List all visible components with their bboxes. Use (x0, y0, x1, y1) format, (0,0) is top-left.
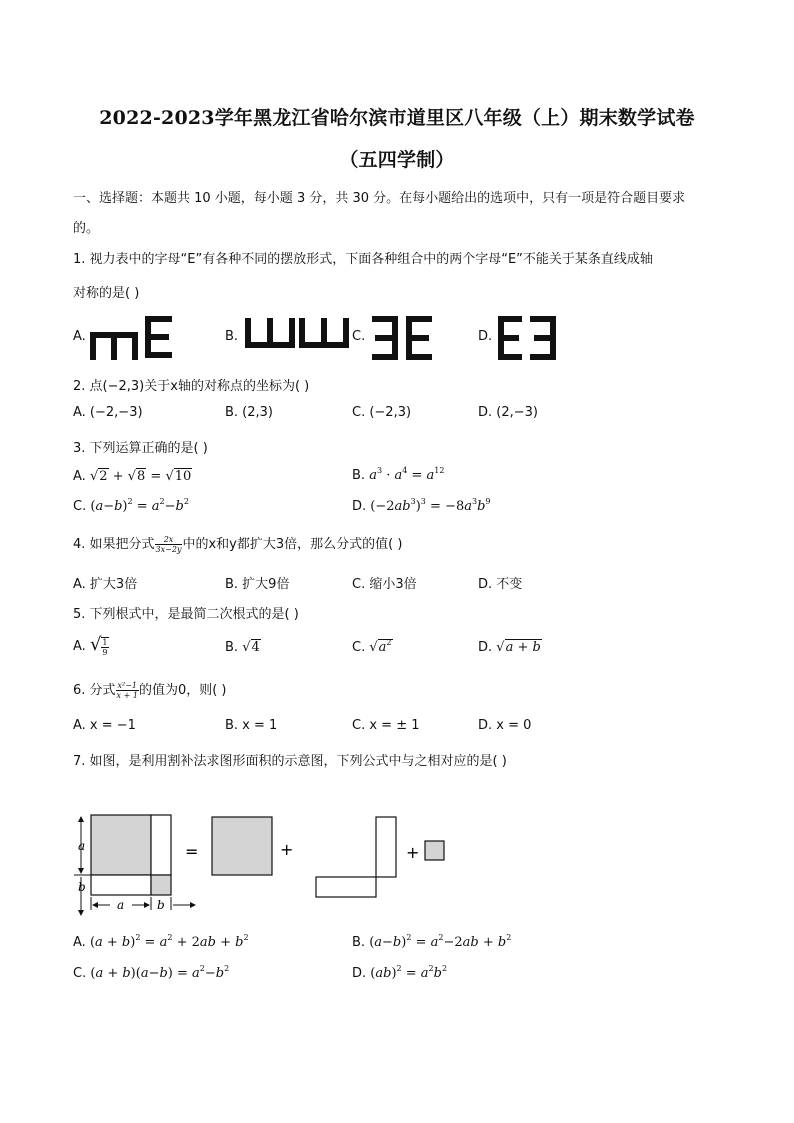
q1-option-d-label: D. (478, 329, 493, 344)
q4-stem-prefix: 4. 如果把分式 (73, 537, 155, 552)
q6-option-d: D. x = 0 (478, 718, 532, 733)
q5-option-b-label: B. (225, 640, 239, 655)
q7-label-a-vertical: a (78, 839, 86, 853)
q7-term-a-squared (212, 817, 272, 875)
q6-option-a: A. x = −1 (73, 718, 136, 733)
q4-stem (73, 533, 402, 554)
q4-option-c: C. 缩小3倍 (352, 577, 417, 592)
q6-stem-prefix: 6. 分式 (73, 683, 116, 698)
q6-option-c: C. x = ± 1 (352, 718, 420, 733)
q7-option-c-label: C. (73, 966, 87, 981)
section-instructions-line1: 一、选择题：本题共 10 小题，每小题 3 分，共 30 分。在每小题给出的选项中，只有一项是符合题目要求 (73, 191, 686, 206)
q5-option-a: A. √ $\frac{1}{9}$ (73, 634, 108, 657)
q4-option-a: A. 扩大3倍 (73, 577, 138, 592)
q3-option-b-label: B. (352, 468, 366, 483)
q2-stem: 2. 点(−2,3)关于x轴的对称点的坐标为( ) (73, 379, 310, 394)
q7-term-b-squared (425, 841, 444, 860)
q7-plus-sign-1: + (280, 840, 294, 859)
q7-option-d-label: D. (352, 966, 367, 981)
q7-figure (70, 805, 460, 920)
q7-stem: 7. 如图，是利用割补法求图形面积的示意图，下列公式中与之相对应的是( ) (73, 754, 507, 769)
q7-rect-right (151, 815, 171, 875)
q1-option-a-label: A. (73, 329, 86, 344)
q1-option-c-figure (370, 312, 436, 362)
q3-option-d-label: D. (352, 499, 367, 514)
section-instructions-line2: 的。 (73, 221, 100, 236)
q6-fraction: $\frac{\text{x²−1}}{x + 1}$ (116, 681, 138, 700)
q7-option-b: B. $(a-b)^2 = a^2-2ab + b^2$ (352, 933, 512, 950)
q7-option-b-label: B. (352, 935, 366, 950)
q6-option-b: B. x = 1 (225, 718, 278, 733)
q7-option-a: A. $(a + b)^2 = a^2 + 2ab + b^2$ (73, 933, 249, 950)
q1-option-b-figure (243, 312, 353, 352)
q5-option-c-label: C. (352, 640, 366, 655)
q4-option-d: D. 不变 (478, 577, 523, 592)
q7-rect-bottom (91, 875, 151, 895)
q1-option-d-figure (496, 312, 560, 362)
q7-plus-sign-2: + (406, 843, 420, 862)
q6-stem-suffix: 的值为0，则( ) (138, 683, 227, 698)
q5-option-a-label: A. (73, 639, 86, 654)
q7-option-a-label: A. (73, 935, 86, 950)
q7-option-d: D. $(ab)^2 = a^2b^2$ (352, 964, 448, 981)
page-subtitle: （五四学制） (339, 149, 455, 171)
q3-option-a: A. √2 + √8 = √10 (73, 469, 192, 484)
q5-option-d-label: D. (478, 640, 493, 655)
q2-option-c: C. (−2,3) (352, 405, 412, 420)
q5-option-b: B. √4 (225, 640, 260, 655)
q2-option-d: D. (2,−3) (478, 405, 538, 420)
q3-option-c-label: C. (73, 499, 87, 514)
q3-option-d: D. $(-2ab^3)^3 = -8a^3b^9$ (352, 497, 491, 514)
q5-option-d: D. √a + b (478, 640, 541, 655)
q4-fraction: $\frac{2x}{3x-2y}$ (155, 535, 182, 554)
q1-option-a-figure (85, 312, 175, 362)
q7-square-a (91, 815, 151, 875)
q1-stem-line2: 对称的是( ) (73, 286, 140, 301)
q4-option-b: B. 扩大9倍 (225, 577, 290, 592)
page-title: 2022-2023学年黑龙江省哈尔滨市道里区八年级（上）期末数学试卷 (99, 107, 695, 129)
q1-option-c-label: C. (352, 329, 366, 344)
q3-option-b: B. $a^3 \cdot a^4 = a^{12}$ (352, 466, 445, 483)
q5-stem: 5. 下列根式中，是最简二次根式的是( ) (73, 607, 299, 622)
q3-option-c: C. $(a-b)^2 = a^2-b^2$ (73, 497, 189, 514)
q3-option-a-label: A. (73, 469, 86, 484)
q1-stem-line1: 1. 视力表中的字母“E”有各种不同的摆放形式，下面各种组合中的两个字母“E”不能关于某条直线成轴 (73, 252, 653, 267)
q6-stem (73, 679, 227, 700)
q4-stem-suffix: 中的x和y都扩大3倍，那么分式的值( ) (182, 537, 403, 552)
q7-equals-sign: = (185, 842, 199, 861)
q7-label-a-horizontal: a (117, 898, 125, 912)
q3-stem: 3. 下列运算正确的是( ) (73, 441, 208, 456)
q7-term-2ab-vertical (376, 817, 396, 877)
q7-term-2ab-horizontal (316, 877, 376, 897)
q7-label-b-vertical: b (78, 880, 86, 894)
q1-option-b-label: B. (225, 329, 239, 344)
q2-option-a: A. (−2,−3) (73, 405, 143, 420)
q7-square-b (151, 875, 171, 895)
q2-option-b: B. (2,3) (225, 405, 274, 420)
q5-option-c: C. $√a^2$ (352, 638, 392, 655)
q7-label-b-horizontal: b (157, 898, 165, 912)
q7-option-c: C. $(a + b)(a-b) = a^2-b^2$ (73, 964, 230, 981)
